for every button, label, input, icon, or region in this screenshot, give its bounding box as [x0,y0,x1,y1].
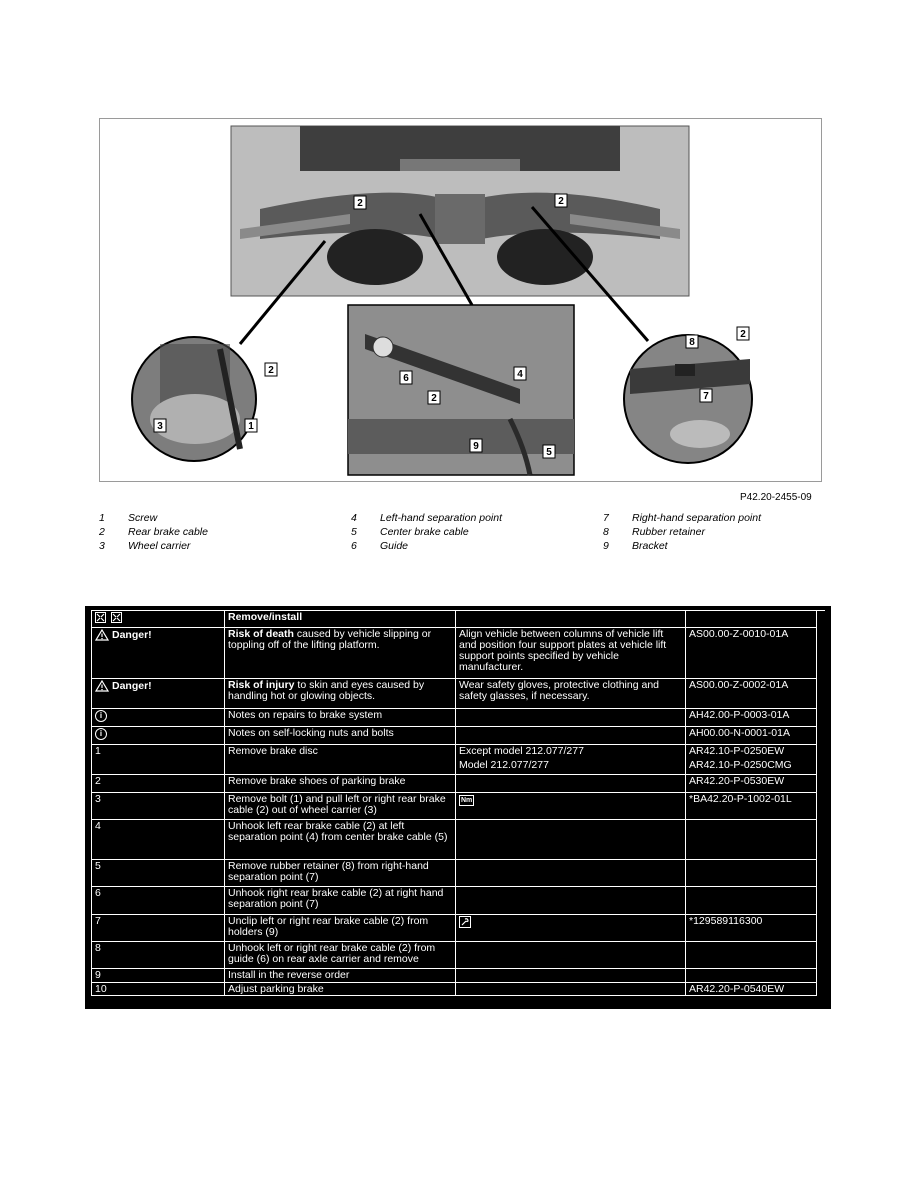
step-empty [686,860,817,887]
step-text: Adjust parking brake [225,983,456,996]
step-number: 9 [92,969,225,983]
figure-reference: P42.20-2455-09 [740,492,812,503]
danger-label: Danger! [92,628,225,679]
step-number: 5 [92,860,225,887]
step-tool-cell [456,915,686,942]
note-cell [92,709,225,727]
step-empty [456,860,686,887]
step-number: 6 [92,887,225,915]
step-number: 1 [92,745,225,775]
callout-left-2: 2 [268,365,274,376]
note-info-icon: i [95,728,107,740]
step-number: 10 [92,983,225,996]
step-empty [456,969,686,983]
danger-measure-text: Wear safety gloves, protective clothing and safety glasses, if necessary. [456,679,686,709]
collapse-icon[interactable] [111,612,122,623]
callout-mid-5: 5 [546,447,552,458]
callout-right-2: 2 [740,329,746,340]
callout-left-3: 3 [157,421,163,432]
step-empty [686,820,817,860]
torque-nm-icon[interactable]: Nm [461,797,473,804]
figure-frame [99,118,822,482]
step-number: 4 [92,820,225,860]
step-empty [686,969,817,983]
note-cell [92,727,225,745]
callout-mid-9: 9 [473,441,479,452]
step-number: 3 [92,793,225,820]
danger-risk-text: Risk of death caused by vehicle slipping or toppling off of the lifting platform. [225,628,456,679]
note-text: Notes on repairs to brake system [225,709,456,727]
table-header-empty [686,611,817,628]
table-header-empty [456,611,686,628]
note-empty [456,727,686,745]
note-info-icon: i [95,710,107,722]
step-empty [686,887,817,915]
step-ref-links[interactable]: AR42.10-P-0250EW AR42.10-P-0250CMG [686,745,817,775]
step-ref-link[interactable]: *129589116300 [686,915,817,942]
step-empty [456,983,686,996]
special-tool-icon[interactable] [459,916,471,928]
warning-triangle-icon [95,680,109,692]
step-text: Remove bolt (1) and pull left or right rear brake cable (2) out of wheel carrier (3) [225,793,456,820]
callout-mid-6: 6 [403,373,409,384]
step-empty [456,820,686,860]
danger-risk-text: Risk of injury to skin and eyes caused by handling hot or glowing objects. [225,679,456,709]
step-text: Unhook left rear brake cable (2) at left separation point (4) from center brake cable (5) [225,820,456,860]
table-header-title: Remove/install [225,611,456,628]
step-number: 8 [92,942,225,969]
danger-label: Danger! [92,679,225,709]
underbody-illustration [100,119,821,481]
danger-measure-text: Align vehicle between columns of vehicle lift and position four support plates at vehicle lift support points specified by vehicle manufacturer. [456,628,686,679]
note-empty [456,709,686,727]
step-empty [456,942,686,969]
step-text: Unhook right rear brake cable (2) at right hand separation point (7) [225,887,456,915]
step-text: Unhook left or right rear brake cable (2) from guide (6) on rear axle carrier and remove [225,942,456,969]
callout-top-right: 2 [558,196,564,207]
step-empty [456,887,686,915]
callout-left-1: 1 [248,421,254,432]
step-ref-link[interactable]: AR42.20-P-0530EW [686,775,817,793]
callout-top-left: 2 [357,198,363,209]
step-ref-link[interactable]: AR42.20-P-0540EW [686,983,817,996]
note-ref-link[interactable]: AH42.00-P-0003-01A [686,709,817,727]
step-tool-cell [456,793,686,820]
step-text: Remove rubber retainer (8) from right-hand separation point (7) [225,860,456,887]
step-condition: Except model 212.077/277 Model 212.077/277 [456,745,686,775]
step-empty [686,942,817,969]
step-text: Install in the reverse order [225,969,456,983]
callout-right-7: 7 [703,391,709,402]
expand-collapse-icons[interactable] [92,611,225,628]
danger-ref-link[interactable]: AS00.00-Z-0010-01A [686,628,817,679]
note-ref-link[interactable]: AH00.00-N-0001-01A [686,727,817,745]
step-text: Remove brake shoes of parking brake [225,775,456,793]
step-text: Remove brake disc [225,745,456,775]
step-number: 7 [92,915,225,942]
step-text: Unclip left or right rear brake cable (2) from holders (9) [225,915,456,942]
note-text: Notes on self-locking nuts and bolts [225,727,456,745]
procedure-table [85,606,831,1009]
callout-mid-4: 4 [517,369,523,380]
expand-icon[interactable] [95,612,106,623]
warning-triangle-icon [95,629,109,641]
callout-mid-2: 2 [431,393,437,404]
danger-ref-link[interactable]: AS00.00-Z-0002-01A [686,679,817,709]
step-number: 2 [92,775,225,793]
callout-right-8: 8 [689,337,695,348]
step-ref-link[interactable]: *BA42.20-P-1002-01L [686,793,817,820]
step-empty [456,775,686,793]
